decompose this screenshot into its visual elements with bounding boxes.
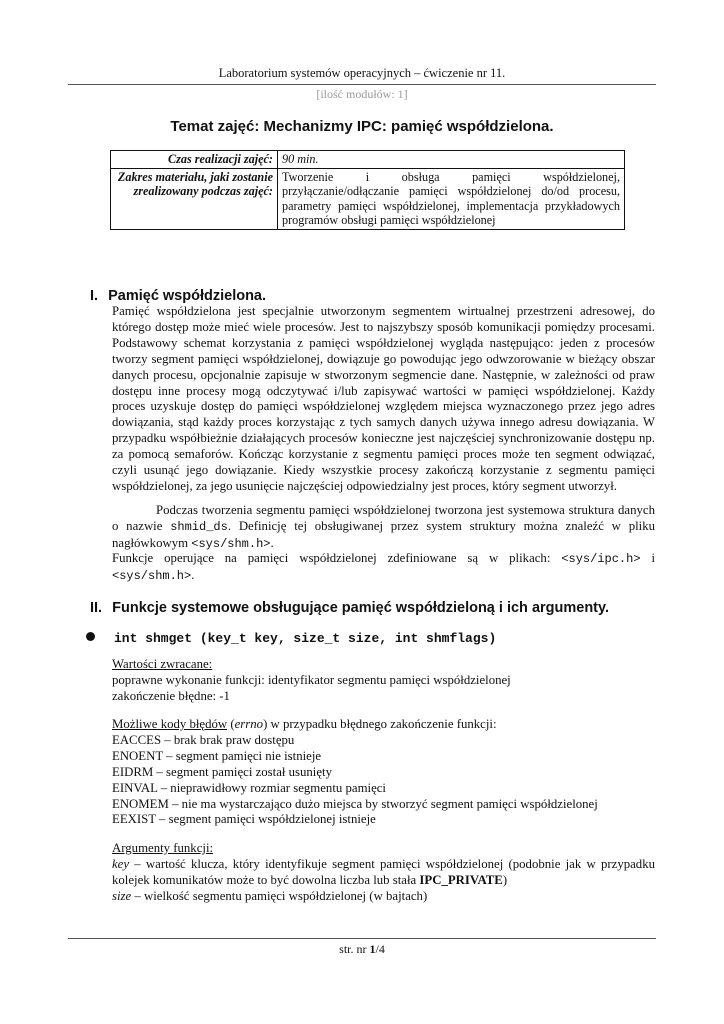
errors-heading-line: Możliwe kody błędów (errno) w przypadku błędnego zakończenie funkcji: <box>112 717 497 731</box>
arg-size-name: size <box>112 888 132 903</box>
modules-count: [ilość modułów: 1] <box>316 87 408 101</box>
time-label: Czas realizacji zajęć: <box>111 151 278 169</box>
shmget-signature: int shmget (key_t key, size_t size, int shmflags) <box>114 631 497 646</box>
arg-size: size – wielkość segmentu pamięci współdzielonej (w bajtach) <box>112 888 428 903</box>
returns-heading: Wartości zwracane: <box>112 657 213 671</box>
section-2-heading <box>90 600 609 616</box>
code-shmid-ds: shmid_ds <box>170 519 228 534</box>
error-enomem: ENOMEM – nie ma wystarczająco dużo miejsca by stworzyć segment pamięci współdzielonej <box>112 796 598 811</box>
code-sys-shm-h-2: <sys/shm.h> <box>112 568 192 583</box>
scope-value: Tworzenie i obsługa pamięci współdzielonej, przyłączanie/odłączanie pamięci współdzielonej do/od procesu, parametry pamięci współdzielonej, implementacja przykładowych programów obsługi pamięci współdzielonej <box>278 168 625 229</box>
footer-divider <box>68 938 656 939</box>
returns-block <box>112 657 655 705</box>
scope-label: Zakres materiału, jaki zostanie zrealizowany podczas zajęć: <box>111 168 278 229</box>
section-2-title: Funkcje systemowe obsługujące pamięć współdzieloną i ich argumenty. <box>112 600 610 616</box>
args-heading: Argumenty funkcji: <box>112 841 214 855</box>
errno-term: errno <box>234 717 264 731</box>
header-divider <box>68 84 656 85</box>
error-enoent: ENOENT – segment pamięci nie istnieje <box>112 748 322 763</box>
args-block <box>112 841 655 905</box>
arg-key-name: key <box>112 856 130 871</box>
total-pages: /4 <box>375 942 385 956</box>
return-error: zakończenie błędne: -1 <box>112 688 230 703</box>
errors-block <box>112 717 655 828</box>
current-page: 1 <box>369 942 376 956</box>
error-eacces: EACCES – brak brak praw dostępu <box>112 732 295 747</box>
page-title: Temat zajęć: Mechanizmy IPC: pamięć współdzielona. <box>170 118 554 135</box>
error-einval: EINVAL – nieprawidłowy rozmiar segmentu pamięci <box>112 780 386 795</box>
errors-heading: Możliwe kody błędów <box>112 717 228 731</box>
section-1-paragraph-1: Pamięć współdzielona jest specjalnie utworzonym segmentem wirtualnej przestrzeni adresowej, do którego dostęp może mieć wiele procesów. Jest to najszybszy sposób komunikacji pomiędzy procesami. Podstawowy schemat korzystania z pamięci współdzielonej wygląda następująco: jeden z procesów tworzy segment pamięci współdzielonej, dowiązuje go powodując jego odwzorowanie w bieżący obszar danych procesu, opcjonalnie zapisuje w stworzonym segmencie dane. Następnie, w zależności od praw dostępu inne procesy mogą odczytywać i/lub zapisywać wartości w pamięci współdzielonej. Każdy proces uzyskuje dostęp do pamięci współdzielonej względem miejsca wyznaczonego przez jego adres dowiązania, stąd każdy proces korzystając z tych samych danych używa innego adresu dowiązania. W przypadku współbieżnie działających procesów konieczne jest najczęściej synchronizowanie dostępu np. za pomocą semaforów. Kończąc korzystanie z segmentu pamięci proces może ten segment odwiązać, czyli usunąć jego dowiązanie. Kiedy wszystkie procesy zakończą korzystanie z segmentu pamięci współdzielonej, za jego usunięcie najczęściej odpowiedzialny jest proces, który segment utworzył. <box>112 304 655 493</box>
section-1-title: Pamięć współdzielona. <box>108 288 267 304</box>
table-row <box>111 168 625 229</box>
section-2-number: II. <box>90 600 103 616</box>
error-eidrm: EIDRM – segment pamięci został usunięty <box>112 764 332 779</box>
section-1-number: I. <box>90 288 99 304</box>
arg-key: key – wartość klucza, który identyfikuje segment pamięci współdzielonej (podobnie jak w przypadku kolejek komunikatów może to być dowolna liczba lub stała IPC_PRIVATE) <box>112 856 655 887</box>
lab-title: Laboratorium systemów operacyjnych – ćwiczenie nr 11. <box>218 66 506 80</box>
section-1-paragraph-3: Funkcje operujące na pamięci współdzielonej zdefiniowane są w plikach: <sys/ipc.h> i <sys/shm.h>. <box>112 551 656 583</box>
table-row <box>111 151 625 169</box>
section-1-paragraph-2: Podczas tworzenia segmentu pamięci współdzielonej tworzona jest systemowa struktura danych o nazwie shmid_ds. Definicję tej obsługiwanej przez system struktury można znaleźć w pliku nagłówkowym <sys/shm.h>. <box>112 503 655 551</box>
info-table <box>110 150 625 230</box>
return-success: poprawne wykonanie funkcji: identyfikator segmentu pamięci współdzielonej <box>112 672 511 687</box>
code-sys-ipc-h: <sys/ipc.h> <box>561 552 641 566</box>
page-number: str. nr 1/4 <box>339 942 385 956</box>
code-sys-shm-h: <sys/shm.h> <box>191 536 271 551</box>
section-1-heading <box>90 288 266 304</box>
bullet-icon <box>86 632 95 641</box>
time-value: 90 min. <box>278 151 625 169</box>
ipc-private-const: IPC_PRIVATE <box>419 872 503 887</box>
error-eexist: EEXIST – segment pamięci współdzielonej istnieje <box>112 812 376 827</box>
